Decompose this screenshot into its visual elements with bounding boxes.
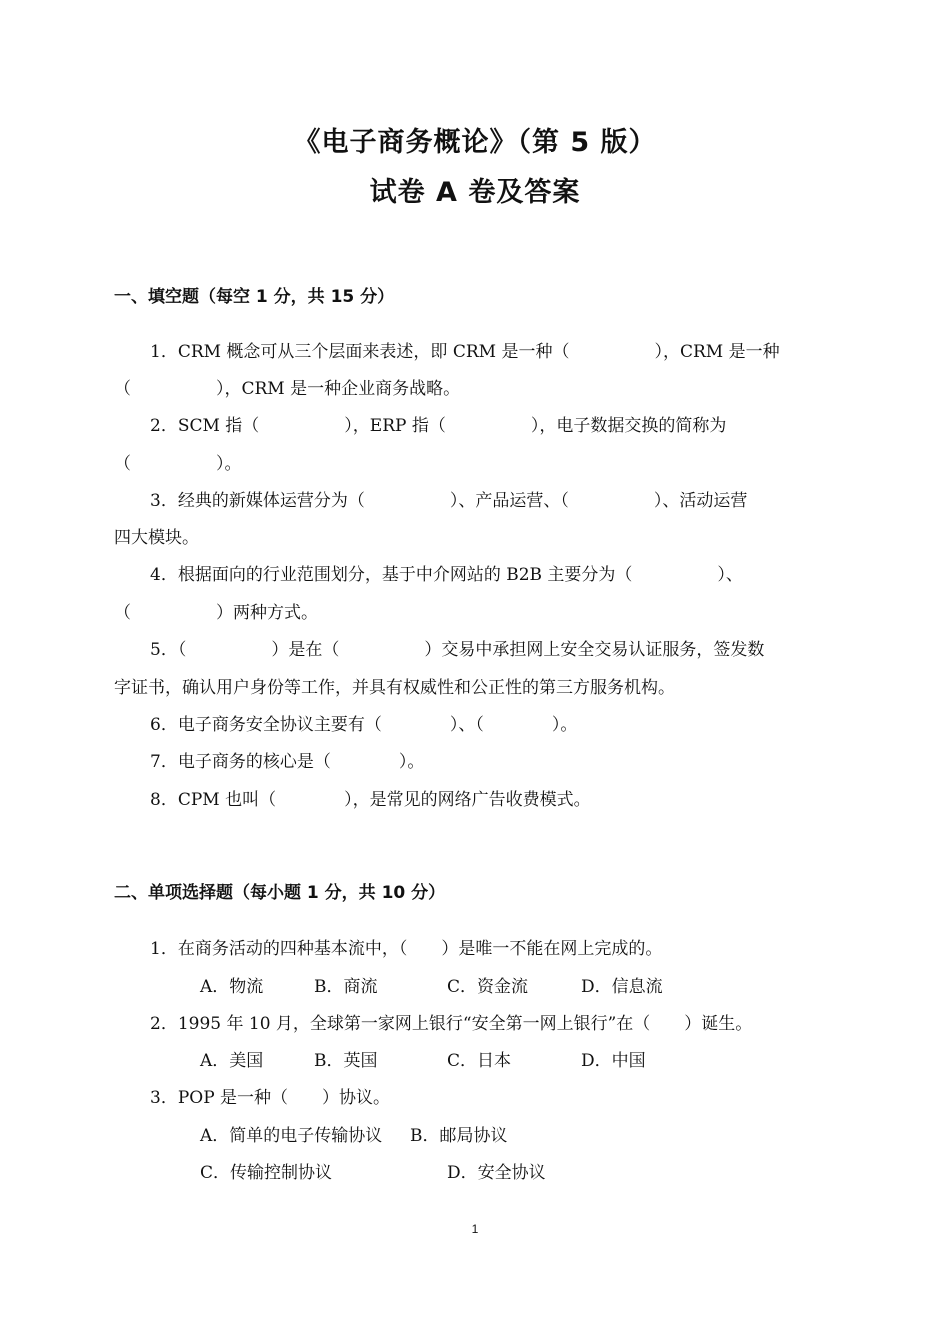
choice-q1-option-c: C．资金流 (447, 977, 529, 997)
fill-in-q2-line2: （ ）。 (114, 454, 242, 474)
fill-in-q3-line2: 四大模块。 (114, 528, 199, 548)
document-title: 《电子商务概论》（第 5 版） (293, 127, 657, 158)
document-subtitle: 试卷 A 卷及答案 (369, 177, 581, 208)
fill-in-q5-line1: 5．（ ）是在（ ）交易中承担网上安全交易认证服务，签发数 (150, 640, 765, 660)
section-heading-single-choice: 二、单项选择题（每小题 1 分，共 10 分） (114, 883, 446, 903)
choice-q2-stem: 2．1995 年 10 月，全球第一家网上银行“安全第一网上银行”在（ ）诞生。 (150, 1014, 753, 1034)
fill-in-q7: 7．电子商务的核心是（ ）。 (150, 752, 425, 772)
fill-in-q8: 8．CPM 也叫（ ），是常见的网络广告收费模式。 (150, 790, 591, 810)
page-number: 1 (471, 1222, 479, 1236)
choice-q1-option-d: D．信息流 (581, 977, 663, 997)
choice-q3-option-a: A．简单的电子传输协议 (200, 1126, 383, 1146)
fill-in-q1-line2: （ ），CRM 是一种企业商务战略。 (114, 379, 461, 399)
choice-q3-option-d: D．安全协议 (447, 1163, 546, 1183)
choice-q1-option-a: A．物流 (200, 977, 264, 997)
choice-q2-option-c: C．日本 (447, 1051, 512, 1071)
section-heading-fill-in: 一、填空题（每空 1 分，共 15 分） (114, 287, 395, 307)
fill-in-q6: 6．电子商务安全协议主要有（ ）、（ ）。 (150, 715, 578, 735)
fill-in-q1-line1: 1．CRM 概念可从三个层面来表述，即 CRM 是一种（ ），CRM 是一种 (150, 342, 780, 362)
choice-q2-option-b: B．英国 (314, 1051, 378, 1071)
choice-q3-stem: 3．POP 是一种（ ）协议。 (150, 1088, 391, 1108)
choice-q3-option-c: C．传输控制协议 (200, 1163, 333, 1183)
choice-q3-option-b: B．邮局协议 (410, 1126, 508, 1146)
choice-q1-stem: 1．在商务活动的四种基本流中，（ ）是唯一不能在网上完成的。 (150, 939, 663, 959)
choice-q2-option-a: A．美国 (200, 1051, 264, 1071)
fill-in-q4-line2: （ ）两种方式。 (114, 603, 318, 623)
fill-in-q4-line1: 4．根据面向的行业范围划分，基于中介网站的 B2B 主要分为（ ）、 (150, 565, 743, 585)
choice-q1-option-b: B．商流 (314, 977, 378, 997)
fill-in-q5-line2: 字证书，确认用户身份等工作，并具有权威性和公正性的第三方服务机构。 (114, 678, 675, 698)
fill-in-q2-line1: 2．SCM 指（ ），ERP 指（ ），电子数据交换的简称为 (150, 416, 727, 436)
choice-q2-option-d: D．中国 (581, 1051, 646, 1071)
fill-in-q3-line1: 3．经典的新媒体运营分为（ ）、产品运营、（ ）、活动运营 (150, 491, 748, 511)
